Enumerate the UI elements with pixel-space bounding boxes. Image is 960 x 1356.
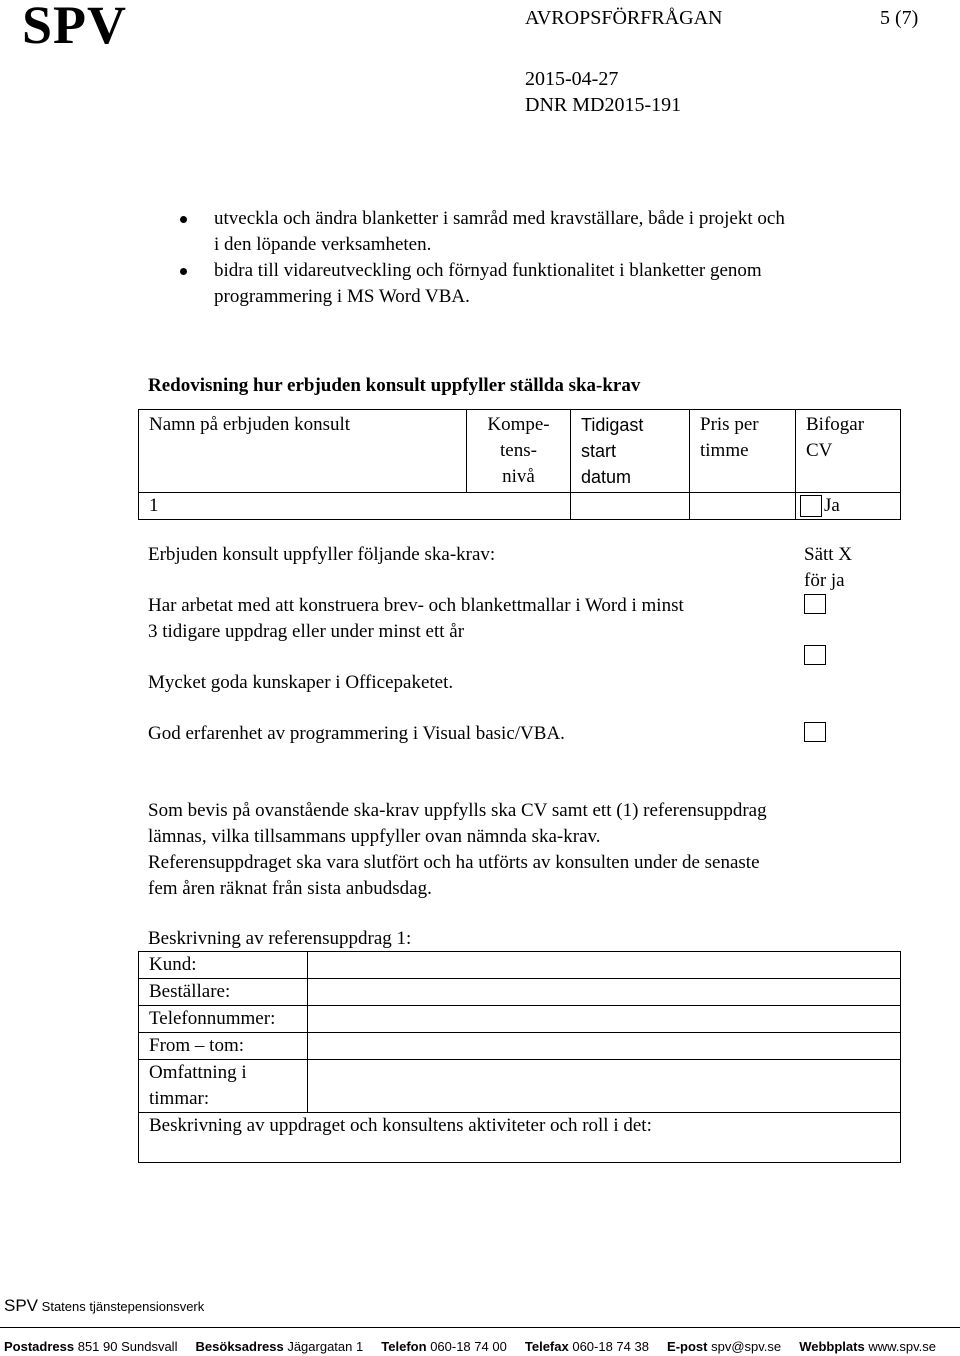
footer-contact: Postadress 851 90 Sundsvall Besöksadress Jägargatan 1 Telefon 060-18 74 00 Telefax 060-18 74 38 E-post spv@spv.se Webbplats www.spv.se bbox=[4, 1339, 937, 1354]
consultant-level-input[interactable] bbox=[467, 493, 571, 520]
document-dnr: DNR MD2015-191 bbox=[525, 94, 682, 116]
bullet-icon bbox=[180, 216, 187, 223]
evidence-paragraph: Som bevis på ovanstående ska-krav uppfylls ska CV samt ett (1) referensuppdrag lämnas, vilka tillsammans uppfyller ovan nämnda ska-krav. Referensuppdraget ska vara slutfört och ha utförts av konsulten under de senaste fem åren räknat från sista anbudsdag. bbox=[148, 800, 767, 899]
spv-logo: SPV bbox=[22, 0, 128, 55]
reference-label-kund: Kund: bbox=[139, 952, 308, 979]
page-number: 5 (7) bbox=[880, 7, 919, 29]
consultant-price-input[interactable] bbox=[690, 493, 796, 520]
requirement-item: Har arbetat med att konstruera brev- och blankettmallar i Word i minst 3 tidigare uppdrag eller under minst ett år bbox=[148, 595, 684, 642]
bullet-icon bbox=[180, 268, 187, 275]
document-type: AVROPSFÖRFRÅGAN bbox=[525, 7, 723, 29]
requirement-checkbox-1[interactable] bbox=[804, 594, 826, 614]
header-cell-cv: Bifogar CV bbox=[796, 410, 901, 493]
header-cell-price: Pris per timme bbox=[690, 410, 796, 493]
requirement-checkbox-2[interactable] bbox=[804, 645, 826, 665]
requirements-intro: Erbjuden konsult uppfyller följande ska-krav: bbox=[148, 544, 496, 565]
telefon-input[interactable] bbox=[308, 1006, 901, 1033]
reference-label-telefon: Telefonnummer: bbox=[139, 1006, 308, 1033]
list-item: utveckla och ändra blanketter i samråd med kravställare, både i projekt och i den löpande verksamheten. bbox=[148, 206, 908, 258]
mark-instruction: Sätt X för ja bbox=[804, 544, 853, 591]
requirement-item: God erfarenhet av programmering i Visual basic/VBA. bbox=[148, 723, 565, 744]
omfattning-input[interactable] bbox=[308, 1060, 901, 1113]
reference-label-omfattning: Omfattning i timmar: bbox=[139, 1060, 308, 1113]
row-number-cell: 1 bbox=[139, 493, 467, 520]
header-cell-level: Kompe- tens- nivå bbox=[467, 410, 571, 493]
header-cell-name: Namn på erbjuden konsult bbox=[139, 410, 467, 493]
kund-input[interactable] bbox=[308, 952, 901, 979]
from-tom-input[interactable] bbox=[308, 1033, 901, 1060]
reference-title: Beskrivning av referensuppdrag 1: bbox=[148, 928, 412, 949]
reference-table bbox=[138, 951, 901, 1163]
reference-label-bestallare: Beställare: bbox=[139, 979, 308, 1006]
bestallare-input[interactable] bbox=[308, 979, 901, 1006]
consultant-table bbox=[138, 409, 901, 520]
requirement-item: Mycket goda kunskaper i Officepaketet. bbox=[148, 672, 454, 693]
footer-divider bbox=[0, 1327, 960, 1328]
requirement-checkbox-3[interactable] bbox=[804, 722, 826, 742]
footer-organization: SPV Statens tjänstepensionsverk bbox=[4, 1296, 205, 1315]
cv-checkbox[interactable] bbox=[800, 495, 822, 517]
description-field[interactable]: Beskrivning av uppdraget och konsultens aktiviteter och roll i det: bbox=[139, 1113, 901, 1163]
cv-attached-cell: Ja bbox=[796, 493, 901, 520]
list-item: bidra till vidareutveckling och förnyad funktionalitet i blanketter genom programmering i MS Word VBA. bbox=[148, 258, 908, 310]
bullet-list bbox=[148, 206, 908, 310]
website-link[interactable]: www.spv.se bbox=[868, 1339, 937, 1354]
header-cell-start: Tidigast start datum bbox=[571, 410, 690, 493]
reference-label-from-tom: From – tom: bbox=[139, 1033, 308, 1060]
email-link[interactable]: spv@spv.se bbox=[711, 1339, 782, 1354]
document-date: 2015-04-27 bbox=[525, 68, 619, 90]
consultant-start-input[interactable] bbox=[571, 493, 690, 520]
section-title: Redovisning hur erbjuden konsult uppfyller ställda ska-krav bbox=[148, 375, 641, 396]
